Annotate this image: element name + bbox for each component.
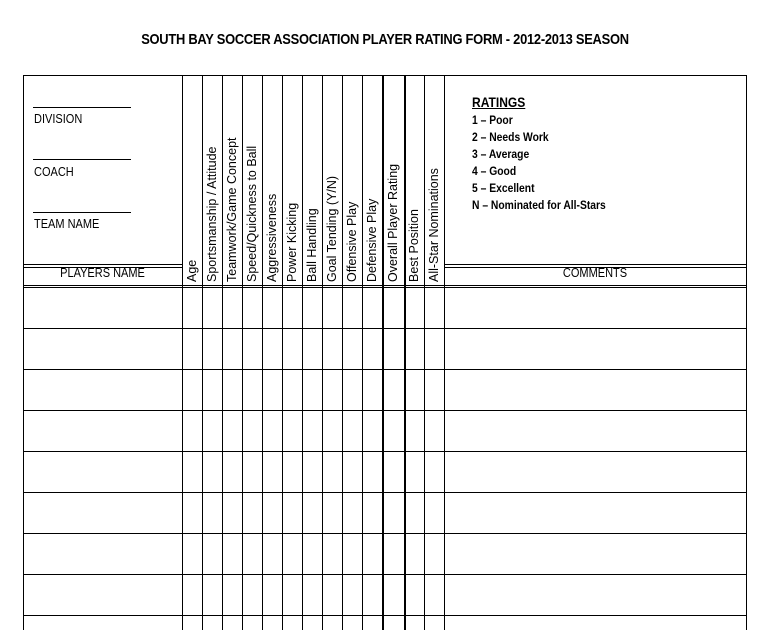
column-divider [382, 75, 384, 630]
rating-item: N – Nominated for All-Stars [472, 198, 606, 212]
table-row [23, 615, 747, 616]
division-label: DIVISION [34, 112, 83, 126]
comments-header: COMMENTS [562, 266, 628, 280]
form-title: SOUTH BAY SOCCER ASSOCIATION PLAYER RATING FORM - 2012-2013 SEASON [141, 31, 629, 48]
column-divider [282, 75, 283, 630]
column-header: Offensive Play [345, 201, 359, 282]
table-row [23, 328, 747, 329]
table-row [23, 410, 747, 411]
rating-item: 3 – Average [472, 147, 530, 161]
players-name-header: PLAYERS NAME [60, 266, 145, 280]
column-divider [362, 75, 363, 630]
column-header: Speed/Quickness to Ball [245, 145, 259, 282]
team-name-label: TEAM NAME [34, 217, 100, 231]
header-bottom-line [444, 264, 746, 265]
column-header: Sportsmanship / Attitude [205, 146, 219, 282]
column-divider [262, 75, 263, 630]
table-top-border [23, 75, 747, 76]
table-row [23, 574, 747, 575]
column-header: Ball Handling [305, 208, 319, 282]
table-row [23, 369, 747, 370]
table-row [23, 492, 747, 493]
column-header: Overall Player Rating [386, 163, 400, 282]
column-divider [342, 75, 343, 630]
column-divider [444, 75, 445, 630]
subheader-bottom-line [23, 287, 747, 288]
table-left-border [23, 75, 24, 630]
rating-item: 5 – Excellent [472, 181, 535, 195]
column-header: Defensive Play [365, 198, 379, 282]
ratings-title: RATINGS [472, 94, 526, 110]
column-header: All-Star Nominations [427, 168, 441, 282]
coach-line[interactable] [33, 159, 131, 160]
column-header: Aggressiveness [265, 193, 279, 282]
table-right-border [746, 75, 747, 630]
division-line[interactable] [33, 107, 131, 108]
column-divider [242, 75, 243, 630]
subheader-bottom-line [23, 285, 747, 286]
column-header: Goal Tending (Y/N) [325, 175, 339, 282]
column-divider [182, 75, 183, 630]
header-bottom-line [23, 264, 182, 265]
column-divider [202, 75, 203, 630]
table-row [23, 533, 747, 534]
rating-item: 1 – Poor [472, 113, 513, 127]
column-divider [404, 75, 406, 630]
column-divider [222, 75, 223, 630]
ratings-legend [472, 94, 606, 214]
rating-item: 2 – Needs Work [472, 130, 549, 144]
column-divider [322, 75, 323, 630]
column-header: Best Position [407, 209, 421, 282]
column-header: Power Kicking [285, 202, 299, 282]
team-name-line[interactable] [33, 212, 131, 213]
rating-item: 4 – Good [472, 164, 517, 178]
column-divider [424, 75, 425, 630]
column-divider [302, 75, 303, 630]
coach-label: COACH [34, 165, 74, 179]
column-header: Age [185, 259, 199, 282]
table-row [23, 451, 747, 452]
column-header: Teamwork/Game Concept [225, 137, 239, 282]
